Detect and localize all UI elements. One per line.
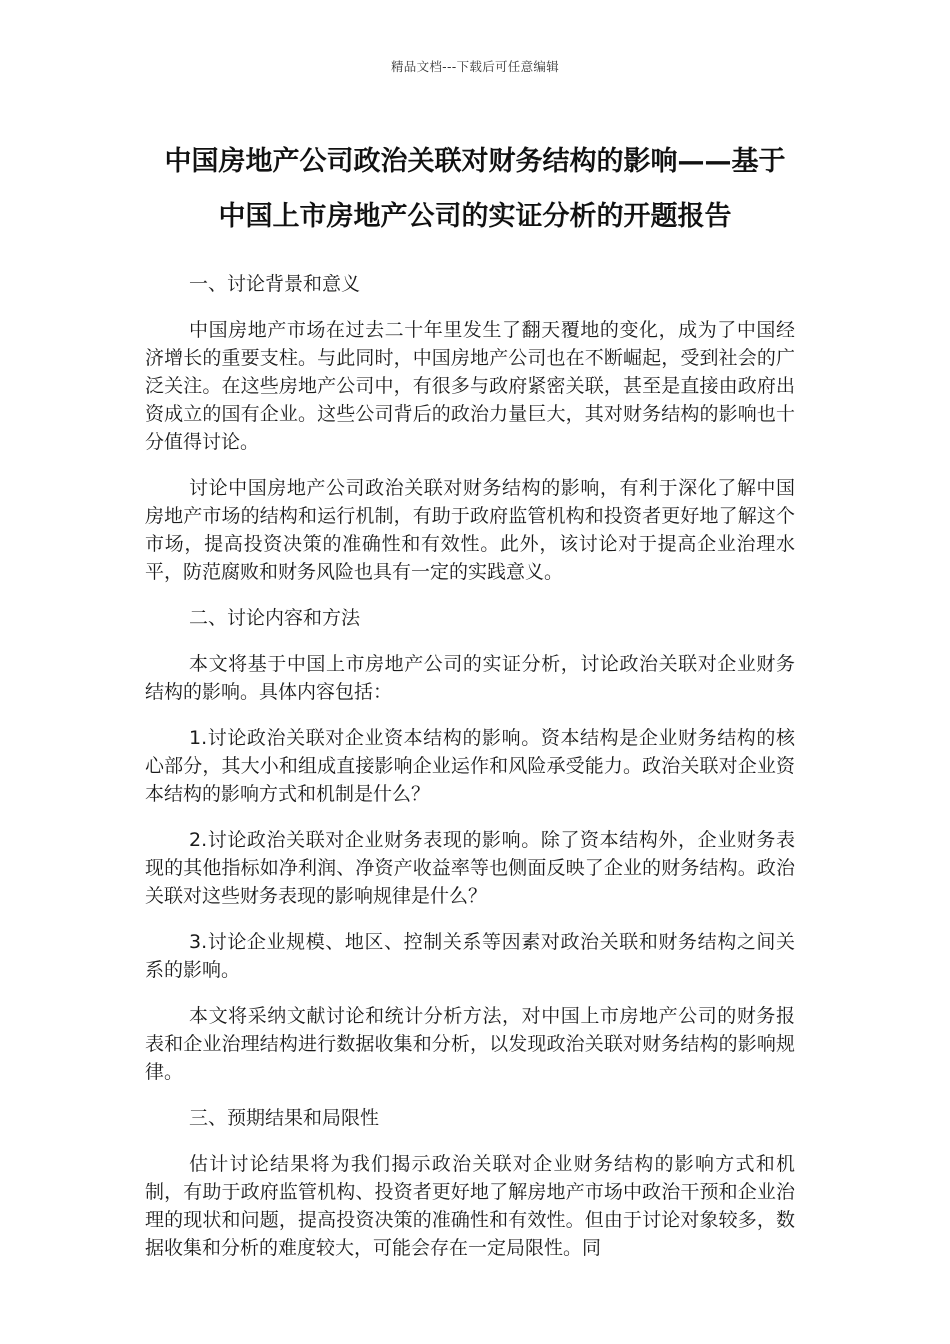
- section-heading-content-method: 二、讨论内容和方法: [189, 607, 361, 629]
- list-item-financial-performance: 2.讨论政治关联对企业财务表现的影响。除了资本结构外，企业财务表现的其他指标如净利润、净资产收益率等也侧面反映了企业的财务结构。政治关联对这些财务表现的影响规律是什么？: [145, 829, 795, 907]
- paragraph-background-2: 讨论中国房地产公司政治关联对财务结构的影响，有利于深化了解中国房地产市场的结构和运行机制，有助于政府监管机构和投资者更好地了解这个市场，提高投资决策的准确性和有效性。此外，该讨论对于提高企业治理水平，防范腐败和财务风险也具有一定的实践意义。: [145, 477, 795, 583]
- list-item-influencing-factors: 3.讨论企业规模、地区、控制关系等因素对政治关联和财务结构之间关系的影响。: [145, 931, 795, 981]
- list-item-capital-structure: 1.讨论政治关联对企业资本结构的影响。资本结构是企业财务结构的核心部分，其大小和组成直接影响企业运作和风险承受能力。政治关联对企业资本结构的影响方式和机制是什么？: [145, 727, 795, 805]
- paragraph-method: 本文将采纳文献讨论和统计分析方法，对中国上市房地产公司的财务报表和企业治理结构进行数据收集和分析，以发现政治关联对财务结构的影响规律。: [145, 1005, 795, 1083]
- paragraph-expected-results: 估计讨论结果将为我们揭示政治关联对企业财务结构的影响方式和机制，有助于政府监管机构、投资者更好地了解房地产市场中政治干预和企业治理的现状和问题，提高投资决策的准确性和有效性。但由于讨论对象较多，数据收集和分析的难度较大，可能会存在一定局限性。同: [145, 1153, 795, 1259]
- document-title-line1: 中国房地产公司政治关联对财务结构的影响——基于: [164, 146, 786, 177]
- paragraph-content-intro: 本文将基于中国上市房地产公司的实证分析，讨论政治关联对企业财务结构的影响。具体内容包括：: [145, 653, 795, 703]
- document-body: [145, 270, 795, 1280]
- header-note: 精品文档---下载后可任意编辑: [390, 59, 560, 74]
- section-heading-background: 一、讨论背景和意义: [189, 273, 361, 295]
- paragraph-background-1: 中国房地产市场在过去二十年里发生了翻天覆地的变化，成为了中国经济增长的重要支柱。与此同时，中国房地产公司也在不断崛起，受到社会的广泛关注。在这些房地产公司中，有很多与政府紧密关联，甚至是直接由政府出资成立的国有企业。这些公司背后的政治力量巨大，其对财务结构的影响也十分值得讨论。: [145, 319, 795, 453]
- section-heading-expected-results: 三、预期结果和局限性: [189, 1107, 380, 1129]
- document-title-line2: 中国上市房地产公司的实证分析的开题报告: [218, 201, 732, 232]
